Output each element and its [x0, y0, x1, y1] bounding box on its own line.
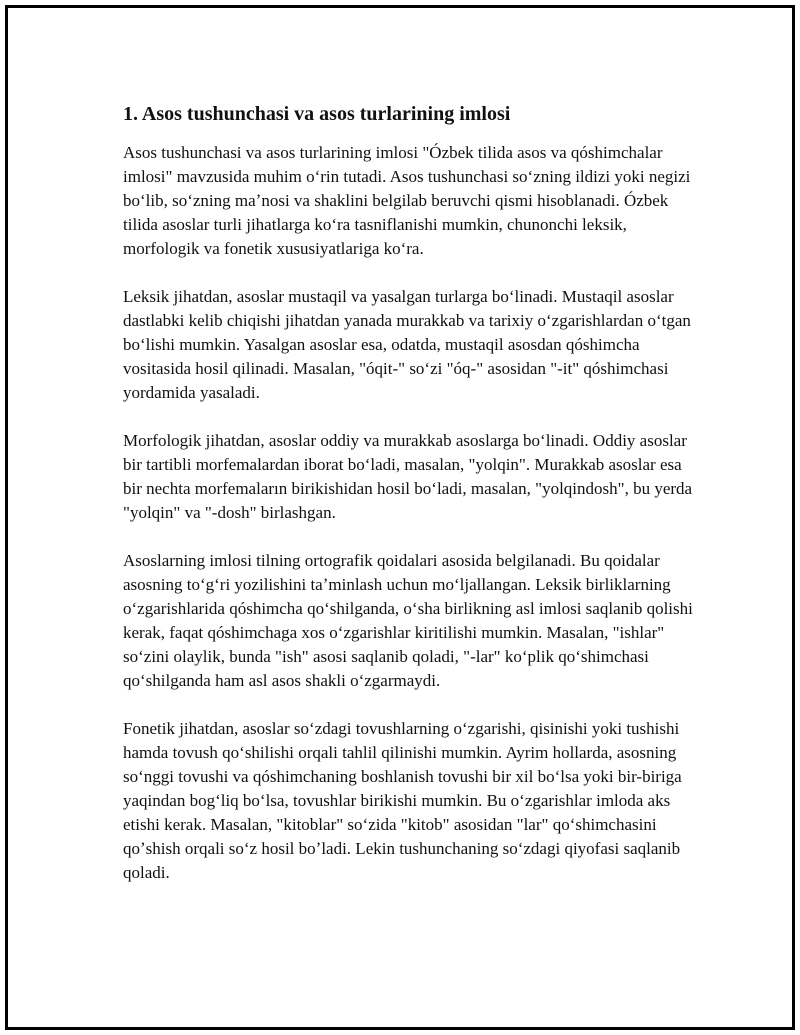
paragraph-intro: Asos tushunchasi va asos turlarining imlosi "Ózbek tilida asos va qóshimchalar imlosi" mavzusida muhim oʻrin tutadi. Asos tushunchasi soʻzning ildizi yoki negizi boʻlib, soʻzning maʼnosi va shaklini belgilab beruvchi qismi hisoblanadi. Ózbek tilida asoslar turli jihatlarga koʻra tasniflanishi mumkin, chunonchi leksik, morfologik va fonetik xususiyatlariga koʻra. [123, 143, 691, 258]
paragraph-orthography: Asoslarning imlosi tilning ortografik qoidalari asosida belgilanadi. Bu qoidalar asosning toʻgʻri yozilishini taʼminlash uchun moʻljallangan. Leksik birliklarning oʻzgarishlarida qóshimcha qoʻshilganda, oʻsha birlikning asl imlosi saqlanib qolishi kerak, faqat qóshimchaga xos oʻzgarishlar kiritilishi mumkin. Masalan, "ishlar" soʻzini olaylik, bunda "ish" asosi saqlanib qoladi, "-lar" koʻplik qoʻshimchasi qoʻshilganda ham asl asos shakli oʻzgarmaydi. [123, 551, 693, 690]
paragraph-phonetic: Fonetik jihatdan, asoslar soʻzdagi tovushlarning oʻzgarishi, qisinishi yoki tushishi hamda tovush qoʻshilishi orqali tahlil qilinishi mumkin. Ayrim hollarda, asosning soʻnggi tovushi va qóshimchaning boshlanish tovushi bir xil boʻlsa yoki bir-biriga yaqindan bogʻliq boʻlsa, tovushlar birikishi mumkin. Bu oʻzgarishlar imloda aks etishi kerak. Masalan, "kitoblar" soʻzida "kitob" asosidan "lar" qoʻshimchasini qoʼshish orqali soʻz hosil boʼladi. Lekin tushunchaning soʻzdagi qiyofasi saqlanib qoladi. [123, 719, 682, 882]
paragraph-morphological: Morfologik jihatdan, asoslar oddiy va murakkab asoslarga boʻlinadi. Oddiy asoslar bir tartibli morfemalardan iborat boʻladi, masalan, "yolqin". Murakkab asoslar esa bir nechta morfemaların birikishidan hosil boʻladi, masalan, "yolqindosh", bu yerda "yolqin" va "-dosh" birlashgan. [123, 431, 693, 522]
document-body [123, 100, 698, 909]
document-page [5, 5, 795, 1030]
paragraph-lexical: Leksik jihatdan, asoslar mustaqil va yasalgan turlarga boʻlinadi. Mustaqil asoslar dastlabki kelib chiqishi jihatdan yanada murakkab va tarixiy oʻzgarishlardan oʻtgan boʻlishi mumkin. Yasalgan asoslar esa, odatda, mustaqil asosdan qóshimcha vositasida hosil qilinadi. Masalan, "óqit-" soʻzi "óq-" asosidan "-it" qóshimchasi yordamida yasaladi. [123, 287, 691, 402]
section-heading: 1. Asos tushunchasi va asos turlarining imlosi [123, 103, 511, 125]
